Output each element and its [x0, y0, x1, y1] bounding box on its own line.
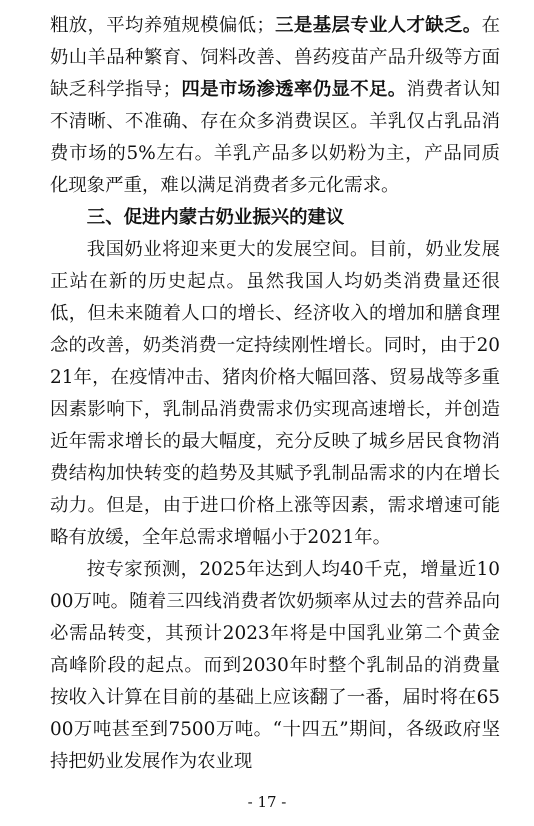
paragraph-outlook: 我国奶业将迎来更大的发展空间。目前，奶业发展正站在新的历史起点。虽然我国人均奶类消费量还很低，但未来随着人口的增长、经济收入的增加和膳食理念的改善，奶类消费一定持续刚性增长。同时，由于2021年，在疫情冲击、猪肉价格大幅回落、贸易战等多重因素影响下，乳制品消费需求仍实现高速增长，并创造近年需求增长的最大幅度，充分反映了城乡居民食物消费结构加快转变的趋势及其赋予乳制品需求的内在增长动力。但是，由于进口价格上涨等因素，需求增速可能略有放缓，全年总需求增幅小于2021年。	[50, 239, 500, 548]
bold-point-four: 四是市场渗透率仍显不足。	[180, 79, 407, 100]
paragraph-forecast: 按专家预测，2025年达到人均40千克，增量近1000万吨。随着三四线消费者饮奶频率从过去的营养品向必需品转变，其预计2023年将是中国乳业第二个黄金高峰阶段的起点。而到2030年时整个乳制品的消费量按收入计算在目前的基础上应该翻了一番，届时将在6500万吨甚至到7500万吨。“十四五”期间，各级政府坚持把奶业发展作为农业现	[50, 559, 500, 772]
paragraph-text: 消费者认知不清晰、不准确、存在众多消费误区。羊乳仅占乳品消费市场的5%左右。羊乳产品多以奶粉为主，产品同质化现象严重，难以满足消费者多元化需求。	[50, 79, 500, 196]
paragraph-challenges	[50, 10, 500, 202]
paragraph-text: 在奶山羊品种繁育、饲料改善、兽药疫苗产品升级等方面缺乏科学指导；	[50, 15, 500, 100]
page-number: - 17 -	[247, 793, 287, 811]
paragraph-text: 粗放，平均养殖规模偏低；	[50, 15, 275, 36]
section-heading: 三、促进内蒙古奶业振兴的建议	[86, 207, 345, 228]
document-body	[50, 10, 500, 778]
bold-point-three: 三是基层专业人才缺乏。	[274, 15, 482, 36]
